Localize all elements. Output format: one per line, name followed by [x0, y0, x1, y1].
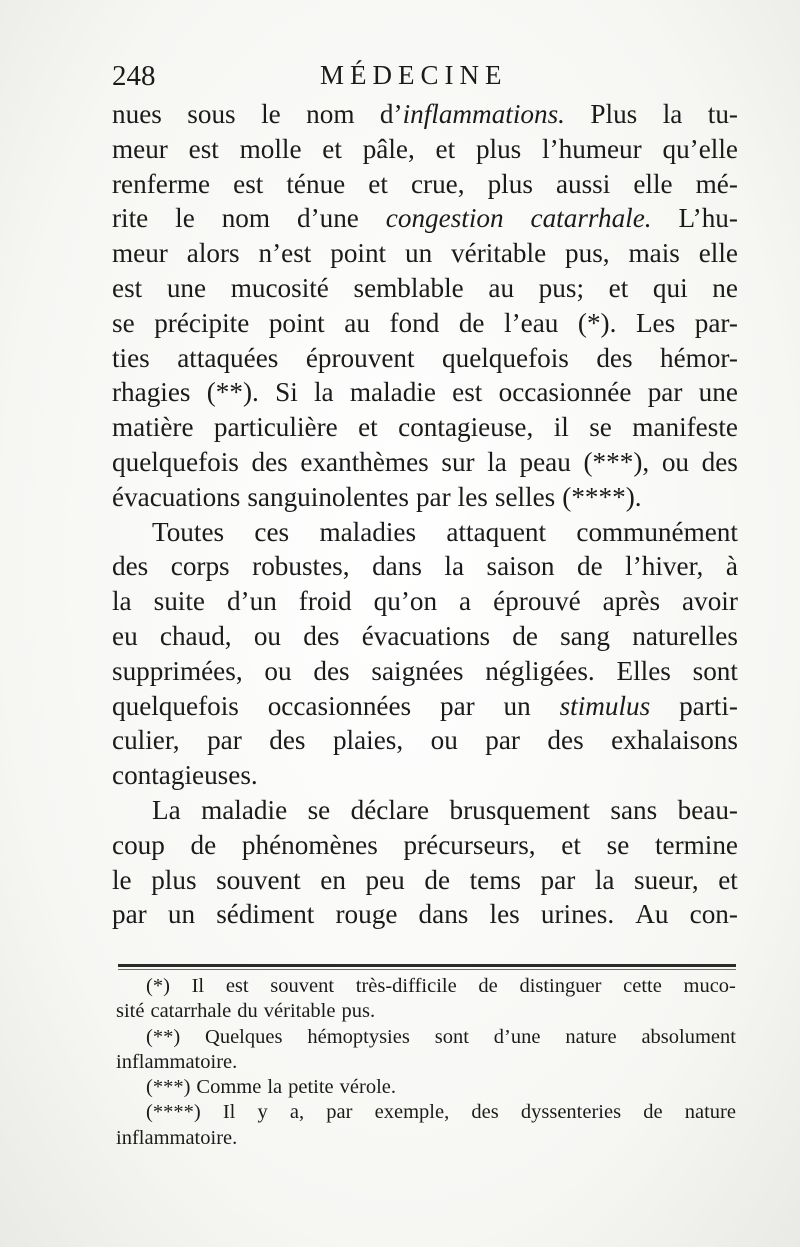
word: occasionnée [498, 377, 632, 408]
word: Au [635, 899, 669, 930]
word: saignées [371, 655, 464, 686]
word: véritable [263, 1000, 336, 1023]
word: cette [623, 975, 662, 997]
word: de [577, 551, 603, 582]
text-line [112, 97, 738, 132]
word: des [251, 446, 288, 477]
word: parti- [679, 690, 738, 721]
word: occasionnées [267, 690, 412, 721]
word: Si [275, 377, 298, 408]
word: catarrhale [150, 1000, 232, 1023]
word: absolument [641, 1025, 736, 1048]
word: les [489, 899, 520, 930]
word: rite [112, 203, 149, 234]
word: attaquées [177, 342, 279, 373]
text-line [112, 584, 738, 619]
text-line [112, 410, 738, 445]
word: sité [116, 1000, 145, 1023]
page-header [112, 60, 732, 100]
text-line [112, 619, 738, 654]
word: manifeste [632, 412, 738, 443]
word: la [487, 446, 507, 477]
word: des [471, 1101, 499, 1124]
word: des [269, 725, 306, 756]
word: contagieuse, [398, 412, 534, 443]
word: point [330, 238, 387, 269]
text-line [112, 758, 738, 793]
word-part: inflammations. [402, 99, 565, 129]
word: à [725, 551, 738, 582]
word: eu [112, 620, 138, 651]
word: Les [635, 307, 676, 338]
word: sur [441, 446, 475, 477]
text-line [112, 897, 738, 932]
word: des [547, 725, 584, 756]
word: et [561, 829, 581, 860]
word: par [439, 690, 475, 721]
word: pus. [341, 1000, 376, 1023]
text-line [112, 132, 738, 167]
word: urines. [540, 899, 615, 930]
word: des [701, 446, 738, 477]
word: par- [694, 307, 738, 338]
word: la [314, 377, 334, 408]
text-line [112, 654, 738, 689]
word: se [589, 412, 612, 443]
word: le [112, 864, 132, 895]
word: le [175, 203, 195, 234]
word: par [207, 725, 242, 756]
footnote-line [116, 1050, 736, 1075]
word: de [458, 307, 485, 338]
word: est [233, 168, 264, 199]
word: la [267, 1076, 283, 1099]
word: du [237, 1000, 258, 1023]
word: de [643, 1101, 663, 1124]
word: de [190, 829, 217, 860]
word: contagieuses. [112, 760, 258, 791]
text-line [112, 480, 738, 515]
word: la [444, 551, 465, 582]
word: molle [239, 133, 302, 164]
word: qu’on [373, 586, 438, 617]
word: est [452, 377, 483, 408]
word: pâle, [362, 133, 415, 164]
footnote-line [116, 1025, 736, 1050]
word: elle [698, 238, 738, 269]
word: n’est [258, 238, 312, 269]
text-line [112, 201, 738, 236]
word: La [152, 794, 181, 825]
word-part: d’ [379, 99, 403, 129]
word: maladies [319, 516, 417, 547]
text-line [112, 723, 738, 758]
word: (*). [577, 307, 617, 338]
word: se [112, 307, 135, 338]
word: quelquefois [112, 446, 239, 477]
word: selles [494, 481, 556, 512]
word: mé- [695, 168, 738, 199]
footnote-rule [118, 964, 736, 967]
text-line [112, 828, 738, 863]
word: froid [298, 586, 352, 617]
word: particulière [213, 412, 338, 443]
word: les [457, 481, 488, 512]
word: Elles [616, 655, 671, 686]
word: a, [289, 1101, 305, 1124]
word: termine [654, 829, 738, 860]
word: par [485, 725, 520, 756]
word: L’hu- [678, 203, 738, 234]
text-line [112, 863, 738, 898]
word: après [602, 586, 661, 617]
word: fond [389, 307, 440, 338]
footnote-line [116, 1126, 736, 1151]
word: brusquement [449, 794, 590, 825]
word: ces [254, 516, 290, 547]
word: rouge [335, 899, 398, 930]
word: par [540, 864, 576, 895]
word: est [225, 975, 249, 997]
word: l’humeur [542, 133, 642, 164]
word: tems [469, 864, 521, 895]
word: elle [633, 168, 673, 199]
text-line [112, 236, 738, 271]
text-line [112, 549, 738, 584]
page-number: 248 [112, 60, 156, 92]
word: précurseurs, [403, 829, 536, 860]
text-line [112, 341, 738, 376]
word: attaquent [446, 516, 547, 547]
word: sang [560, 620, 610, 651]
word: Quelques [205, 1025, 283, 1048]
word: sont [434, 1025, 469, 1048]
word: quelquefois [442, 342, 569, 373]
footnote-line [116, 974, 736, 999]
word: petite [288, 1076, 334, 1099]
word: évacuations [112, 481, 241, 512]
word: précipite [154, 307, 250, 338]
word: ou [661, 446, 689, 477]
word: chaud, [159, 620, 232, 651]
word: semblable [353, 272, 464, 303]
word: avoir [682, 586, 738, 617]
word: nom [221, 203, 271, 234]
word: nom [306, 99, 355, 129]
word: (****) [146, 1101, 201, 1124]
word [380, 97, 565, 132]
word: hémor- [660, 342, 738, 373]
word: dyssenteries [520, 1101, 622, 1124]
word: la [594, 864, 615, 895]
word: la [662, 99, 683, 129]
footnote-line [116, 999, 736, 1024]
footnote-line [116, 1075, 736, 1100]
word: supprimées, [112, 655, 243, 686]
word: catarrhale. [530, 203, 652, 234]
word: rhagies [112, 377, 191, 408]
word: saison [486, 551, 555, 582]
word: vérole. [339, 1076, 397, 1099]
word: point [268, 307, 325, 338]
word: Il [222, 1101, 236, 1124]
word: sont [692, 655, 738, 686]
word: ne [712, 272, 738, 303]
word: un [503, 690, 531, 721]
word: renferme [112, 168, 211, 199]
text-line [112, 306, 738, 341]
word: Il [191, 975, 205, 997]
word: quelquefois [112, 690, 239, 721]
word: l’eau [504, 307, 559, 338]
word: et [368, 168, 388, 199]
word: (**) [146, 1025, 181, 1048]
word: meur [112, 238, 168, 269]
text-line [112, 515, 738, 550]
text-line [112, 167, 738, 202]
word: sédiment [216, 899, 315, 930]
word: communément [576, 516, 738, 547]
word: sanguinolentes [247, 481, 409, 512]
word: distinguer [519, 975, 602, 997]
word: muco- [683, 975, 736, 997]
word: (***), [583, 446, 650, 477]
word: corps [170, 551, 230, 582]
word: plus [151, 864, 197, 895]
footnotes [116, 974, 736, 1151]
word: par [326, 1101, 353, 1124]
word: beau- [677, 794, 738, 825]
word: évacuations [361, 620, 491, 651]
word: d’une [493, 1025, 541, 1048]
word: une [698, 377, 738, 408]
word: l’hiver, [625, 551, 704, 582]
word: inflammatoire. [116, 1126, 238, 1149]
word: suite [153, 586, 205, 617]
footnote-line [116, 1100, 736, 1125]
word: nature [565, 1025, 617, 1048]
word: matière [112, 412, 194, 443]
word: déclare [350, 794, 430, 825]
word: très-difficile [355, 975, 457, 997]
word: des [112, 551, 149, 582]
word: et [608, 272, 629, 303]
word: maladie [349, 377, 436, 408]
word: nature [684, 1101, 736, 1124]
word: sueur, [634, 864, 699, 895]
word: des [596, 342, 633, 373]
word: aussi [555, 168, 611, 199]
word: en [320, 864, 346, 895]
footnote-rule-thin [118, 969, 736, 970]
word: le [261, 99, 281, 129]
word: (**). [206, 377, 259, 408]
word: meur [112, 133, 168, 164]
word: inflammatoire. [116, 1050, 238, 1073]
word: tu- [707, 99, 738, 129]
word: qui [652, 272, 688, 303]
word: par [647, 377, 683, 408]
word: de [478, 975, 498, 997]
word: il [553, 412, 569, 443]
word: éprouvent [305, 342, 415, 373]
word: éprouvé [493, 586, 581, 617]
word: et [718, 864, 738, 895]
text-line [112, 793, 738, 828]
word: Toutes [152, 516, 225, 547]
word: et [358, 412, 378, 443]
word: coup [112, 829, 165, 860]
word: mais [628, 238, 680, 269]
word: hémoptysies [307, 1025, 410, 1048]
body-text [112, 97, 738, 932]
text-line [112, 271, 738, 306]
word: nues [112, 99, 162, 129]
word: peau [519, 446, 571, 477]
word: de [512, 620, 538, 651]
word: con- [689, 899, 738, 930]
word: ou [430, 725, 458, 756]
word: dans [418, 899, 469, 930]
word: d’une [296, 203, 359, 234]
word: négligées. [485, 655, 595, 686]
word: ténue [286, 168, 346, 199]
word: se [307, 794, 331, 825]
word: véritable [451, 238, 547, 269]
word: stimulus [559, 690, 651, 721]
word: ties [112, 342, 150, 373]
word: congestion [385, 203, 504, 234]
word: souvent [270, 975, 335, 997]
word: plus [475, 133, 522, 164]
word: dans [372, 551, 422, 582]
word: crue, [410, 168, 465, 199]
word: exemple, [374, 1101, 450, 1124]
word: phénomènes [241, 829, 378, 860]
word: la [112, 586, 132, 617]
word: un [167, 899, 196, 930]
word: souvent [216, 864, 301, 895]
word: se [606, 829, 630, 860]
text-line [112, 689, 738, 724]
word: pus, [565, 238, 610, 269]
word: Plus [590, 99, 638, 129]
word: maladie [201, 794, 288, 825]
word: a [459, 586, 472, 617]
word: mucosité [230, 272, 329, 303]
word: sans [610, 794, 658, 825]
word: (*) [146, 975, 170, 997]
word: exhalaisons [611, 725, 738, 756]
word: d’un [226, 586, 277, 617]
word: plaies, [332, 725, 404, 756]
word: peu [365, 864, 405, 895]
word: Comme [196, 1076, 262, 1099]
text-line [112, 375, 738, 410]
word: robustes, [252, 551, 350, 582]
word: au [488, 272, 515, 303]
word: par [415, 481, 451, 512]
word: plus [487, 168, 533, 199]
word: (****). [562, 481, 642, 512]
word: exanthèmes [300, 446, 429, 477]
word: naturelles [632, 620, 738, 651]
word: (***) [146, 1076, 191, 1099]
word: des [313, 655, 350, 686]
word: culier, [112, 725, 180, 756]
word: une [166, 272, 207, 303]
word: un [404, 238, 433, 269]
word: est [188, 133, 219, 164]
word: alors [186, 238, 240, 269]
word: qu’elle [662, 133, 738, 164]
word: pus; [538, 272, 584, 303]
word: ou [264, 655, 292, 686]
word: au [344, 307, 370, 338]
word: de [424, 864, 451, 895]
word: est [112, 272, 143, 303]
word: et [322, 133, 342, 164]
word: ou [253, 620, 282, 651]
word: y [257, 1101, 268, 1124]
running-head: MÉDECINE [320, 60, 508, 90]
word: des [303, 620, 340, 651]
word: sous [187, 99, 236, 129]
text-line [112, 445, 738, 480]
word: par [112, 899, 147, 930]
word: et [435, 133, 456, 164]
